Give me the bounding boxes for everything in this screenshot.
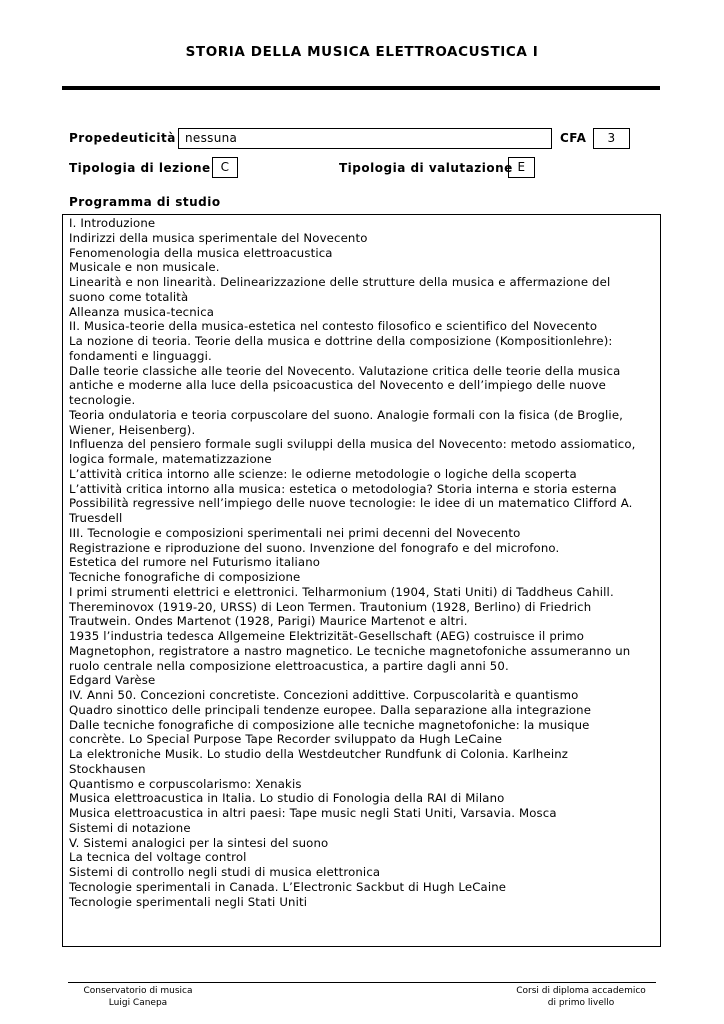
- program-line: 1935 l’industria tedesca Allgemeine Elektrizität-Gesellschaft (AEG) costruisce il primo: [69, 629, 585, 643]
- program-line: La tecnica del voltage control: [69, 850, 247, 865]
- footer-institution-name: Luigi Canepa: [108, 998, 168, 1008]
- program-line: tecnologie.: [69, 393, 136, 407]
- propedeuticita-label: Propedeuticità: [69, 131, 176, 145]
- program-line: concrète. Lo Special Purpose Tape Recorder sviluppato da Hugh LeCaine: [69, 732, 503, 747]
- program-line: III. Tecnologie e composizioni sperimentali nei primi decenni del Novecento: [69, 525, 521, 540]
- program-line: Influenza del pensiero formale sugli sviluppi della musica del Novecento: metodo assiomatico,: [69, 437, 636, 452]
- tipologia-lezione-value: C: [212, 157, 238, 178]
- title-divider: [62, 86, 660, 90]
- program-line: IV. Anni 50. Concezioni concretiste. Concezioni addittive. Corpuscolarità e quantismo: [69, 688, 579, 702]
- program-line: Teoria ondulatoria e teoria corpuscolare del suono. Analogie formali con la fisica (de Broglie,: [69, 407, 624, 422]
- program-line: Quantismo e corpuscolarismo: Xenakis: [69, 776, 302, 791]
- program-line: Trautwein. Ondes Martenot (1928, Parigi) Maurice Martenot e altri.: [69, 614, 468, 629]
- program-line: antiche e moderne alla luce della psicoacustica del Novecento e dell’impiego delle nuove: [69, 378, 606, 393]
- tipologia-valutazione-value: E: [508, 157, 535, 178]
- program-line: Musicale e non musicale.: [69, 260, 220, 275]
- program-line: Quadro sinottico delle principali tendenze europee. Dalla separazione alla integrazione: [69, 702, 592, 717]
- propedeuticita-value: nessuna: [178, 128, 552, 149]
- program-line: Magnetophon, registratore a nastro magnetico. Le tecniche magnetofoniche assumeranno un: [69, 643, 631, 658]
- program-line: I. Introduzione: [69, 216, 156, 230]
- program-line: Dalle tecniche fonografiche di composizione alle tecniche magnetofoniche: la musique: [69, 717, 590, 732]
- program-line: Indirizzi della musica sperimentale del Novecento: [69, 230, 368, 245]
- program-line: ruolo centrale nella composizione elettroacustica, a partire dagli anni 50.: [69, 658, 509, 673]
- cfa-label: CFA: [560, 131, 587, 145]
- program-line: L’attività critica intorno alla musica: estetica o metodologia? Storia interna e storia esterna: [69, 481, 617, 496]
- tipologia-lezione-label: Tipologia di lezione: [69, 161, 211, 175]
- program-line: suono come totalità: [69, 289, 189, 304]
- program-line: V. Sistemi analogici per la sintesi del suono: [69, 835, 329, 850]
- program-line: Sistemi di notazione: [69, 820, 191, 835]
- program-line: fondamenti e linguaggi.: [69, 348, 212, 363]
- footer-course: Corsi di diploma accademico: [516, 986, 646, 996]
- program-line: Registrazione e riproduzione del suono. Invenzione del fonografo e del microfono.: [69, 540, 560, 555]
- program-line: Fenomenologia della musica elettroacustica: [69, 245, 333, 260]
- program-line: L’attività critica intorno alle scienze: le odierne metodologie o logiche della scoperta: [69, 466, 577, 481]
- footer-left: [72, 985, 204, 1009]
- program-line: Edgard Varèse: [69, 673, 156, 688]
- document-title: STORIA DELLA MUSICA ELETTROACUSTICA I: [185, 44, 539, 60]
- program-line: Estetica del rumore nel Futurismo italiano: [69, 555, 321, 570]
- program-line: Musica elettroacustica in Italia. Lo studio di Fonologia della RAI di Milano: [69, 791, 505, 806]
- program-line: Musica elettroacustica in altri paesi: Tape music negli Stati Uniti, Varsavia. Mosca: [69, 806, 557, 820]
- program-line: La elektroniche Musik. Lo studio della Westdeutcher Rundfunk di Colonia. Karlheinz: [69, 747, 569, 761]
- program-line: La nozione di teoria. Teorie della musica e dottrine della composizione (Kompositionlehre):: [69, 334, 613, 348]
- program-line: Possibilità regressive nell’impiego delle nuove tecnologie: le idee di un matematico Clifford A.: [69, 496, 633, 511]
- program-line: Tecnologie sperimentali negli Stati Uniti: [69, 894, 308, 909]
- program-line: Dalle teorie classiche alle teorie del Novecento. Valutazione critica delle teorie della musica: [69, 363, 621, 378]
- footer-course-level: di primo livello: [547, 998, 615, 1008]
- footer-right: [506, 985, 656, 1009]
- programma-label: Programma di studio: [69, 195, 221, 209]
- program-line: Alleanza musica-tecnica: [69, 304, 215, 319]
- program-box: [62, 214, 661, 947]
- program-line: Linearità e non linearità. Delinearizzazione delle strutture della musica e affermazione del: [69, 275, 611, 289]
- program-line: Wiener, Heisenberg).: [69, 422, 196, 437]
- program-line: Sistemi di controllo negli studi di musica elettronica: [69, 865, 381, 879]
- program-line: II. Musica-teorie della musica-estetica nel contesto filosofico e scientifico del Novecento: [69, 319, 598, 334]
- program-line: Tecnologie sperimentali in Canada. L’Electronic Sackbut di Hugh LeCaine: [69, 879, 507, 894]
- program-line: Truesdell: [69, 511, 123, 525]
- program-line: Stockhausen: [69, 761, 146, 776]
- footer-divider: [68, 982, 656, 983]
- footer-institution: Conservatorio di musica: [83, 986, 193, 996]
- program-line: Tecniche fonografiche di composizione: [69, 570, 301, 584]
- program-line: Thereminovox (1919-20, URSS) di Leon Termen. Trautonium (1928, Berlino) di Friedrich: [69, 599, 592, 614]
- program-line: logica formale, matematizzazione: [69, 452, 272, 466]
- tipologia-valutazione-label: Tipologia di valutazione: [339, 161, 513, 175]
- program-line: I primi strumenti elettrici e elettronici. Telharmonium (1904, Stati Uniti) di Taddheus Cahill.: [69, 584, 614, 599]
- cfa-value: 3: [593, 128, 630, 149]
